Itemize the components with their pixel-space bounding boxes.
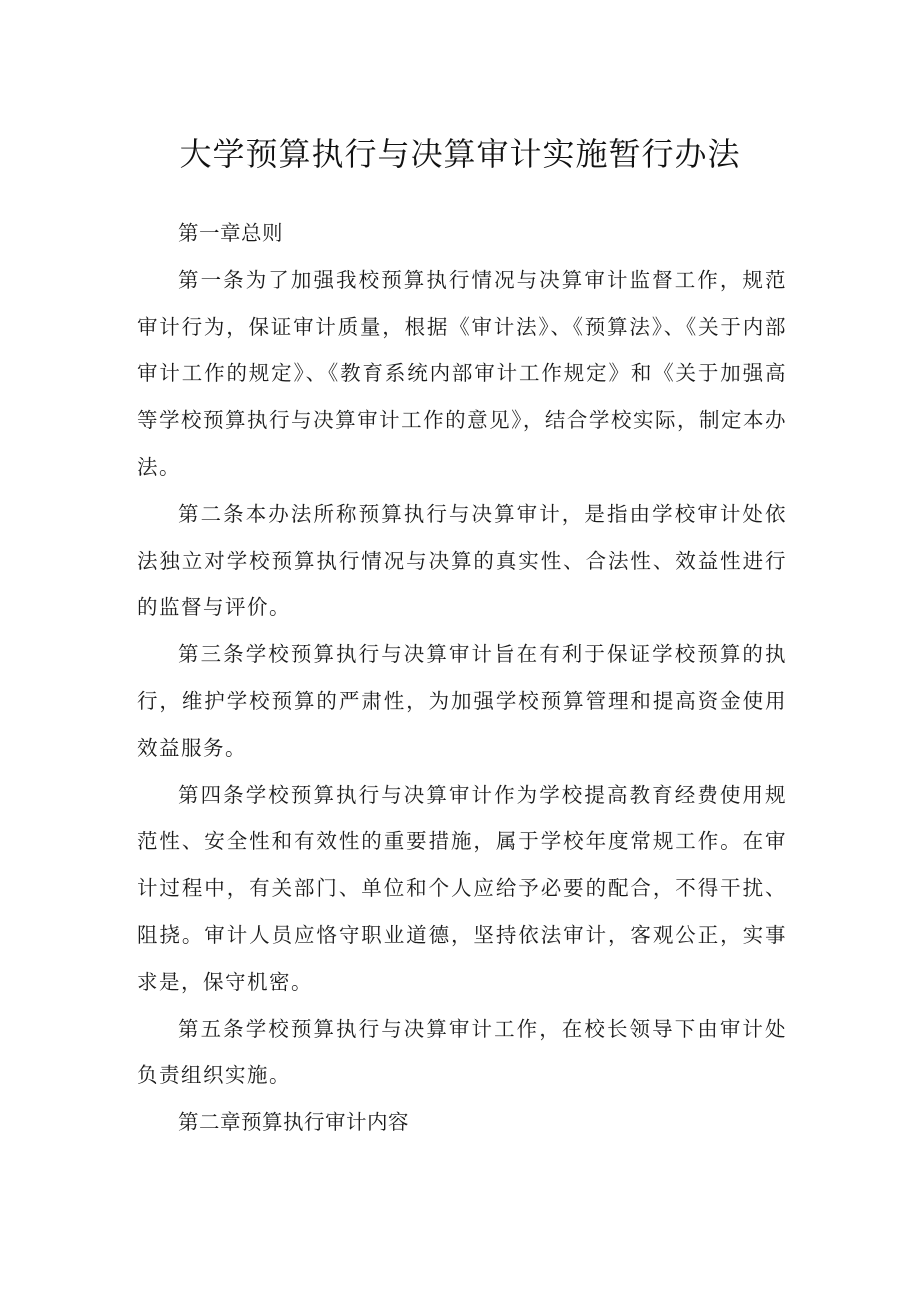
article-paragraph: 第二条本办法所称预算执行与决算审计，是指由学校审计处依法独立对学校预算执行情况与决算的真实性、合法性、效益性进行的监督与评价。: [137, 501, 787, 620]
document-body: [137, 210, 787, 1146]
chapter-heading: 第二章预算执行审计内容: [178, 1110, 409, 1135]
article-paragraph: 第五条学校预算执行与决算审计工作，在校长领导下由审计处负责组织实施。: [137, 1016, 787, 1088]
article-paragraph: 第四条学校预算执行与决算审计作为学校提高教育经费使用规范性、安全性和有效性的重要措施，属于学校年度常规工作。在审计过程中，有关部门、单位和个人应给予必要的配合，不得干扰、阻挠。审计人员应恪守职业道德，坚持依法审计，客观公正，实事求是，保守机密。: [137, 782, 787, 994]
article-paragraph: 第一条为了加强我校预算执行情况与决算审计监督工作，规范审计行为，保证审计质量，根据《审计法》、《预算法》、《关于内部审计工作的规定》、《教育系统内部审计工作规定》和《关于加强高等学校预算执行与决算审计工作的意见》，结合学校实际，制定本办法。: [137, 267, 787, 479]
document-title: 大学预算执行与决算审计实施暂行办法: [179, 135, 741, 173]
article-paragraph: 第三条学校预算执行与决算审计旨在有利于保证学校预算的执行，维护学校预算的严肃性，为加强学校预算管理和提高资金使用效益服务。: [137, 642, 787, 760]
chapter-heading: 第一章总则: [178, 221, 283, 245]
